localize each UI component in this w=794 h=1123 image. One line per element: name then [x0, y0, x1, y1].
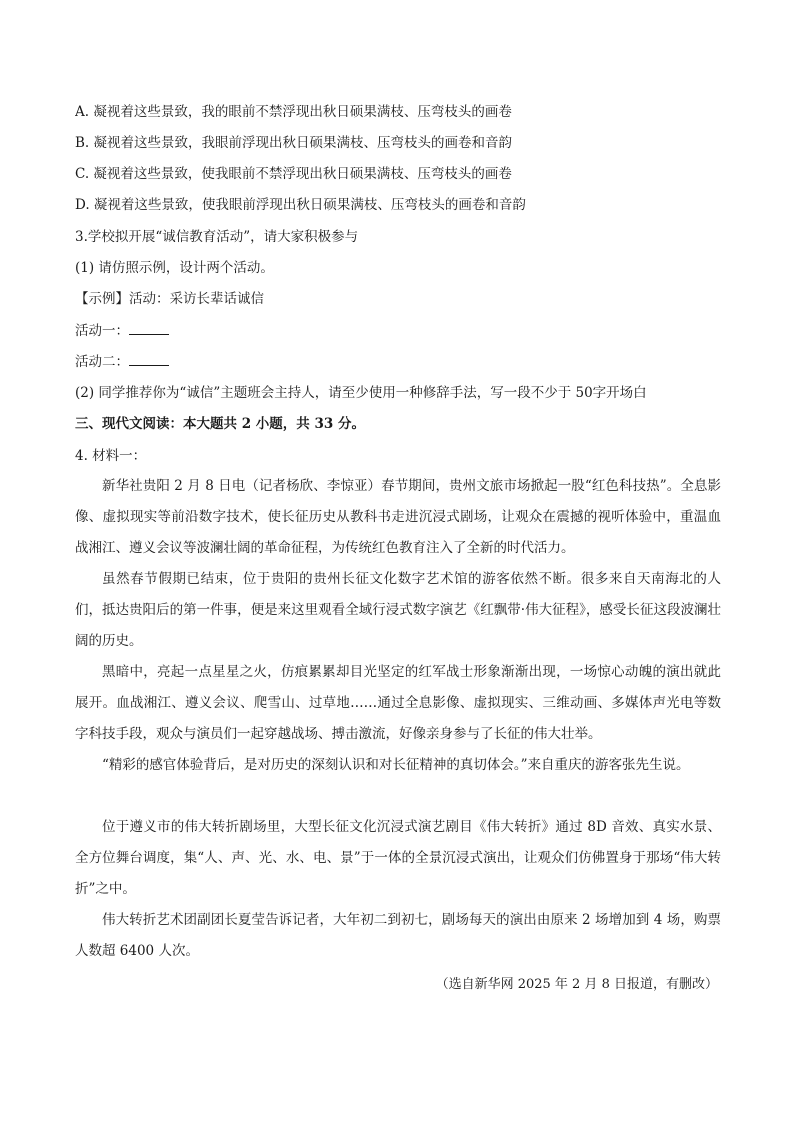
question-3-sub2: (2) 同学推荐你为“诚信”主题班会主持人，请至少使用一种修辞手法，写一段不少于 50字开场白: [75, 385, 647, 401]
activity-2-label: 活动二：: [75, 354, 129, 370]
option-d: D. 凝视着这些景致，使我眼前浮现出秋日硕果满枝、压弯枝头的画卷和音韵: [75, 197, 526, 213]
question-3-stem: 3.学校拟开展“诚信教育活动”，请大家积极参与: [75, 229, 359, 245]
activity-1-label: 活动一：: [75, 323, 129, 339]
material-paragraph: 虽然春节假期已结束，位于贵阳的贵州长征文化数字艺术馆的游客依然不断。很多来自天南海北的人们，抵达贵阳后的第一件事，便是来这里观看全域行浸式数字演艺《红飘带·伟大征程》，感受长征这段波澜壮阔的历史。: [75, 571, 721, 649]
material-paragraph: “精彩的感官体验背后，是对历史的深刻认识和对长征精神的真切体会。”来自重庆的游客张先生说。: [102, 757, 690, 773]
source-citation: （选自新华网 2025 年 2 月 8 日报道，有删改）: [435, 977, 718, 992]
question-4-label: 4. 材料一：: [75, 448, 147, 464]
material-paragraph: 位于遵义市的伟大转折剧场里，大型长征文化沉浸式演艺剧目《伟大转折》通过 8D 音效、真实水景、全方位舞台调度，集“人、声、光、水、电、景”于一体的全景沉浸式演出，让观众们仿佛置身于那场“伟大转折”之中。: [75, 819, 721, 897]
activity-2-blank[interactable]: [129, 353, 169, 366]
material-paragraph: 黑暗中，亮起一点星星之火，仿痕累累却目光坚定的红军战士形象渐渐出现，一场惊心动魄的演出就此展开。血战湘江、遵义会议、爬雪山、过草地……通过全息影像、虚拟现实、三维动画、多媒体声光电等数字科技手段，观众与演员们一起穿越战场、搏击激流，好像亲身参与了长征的伟大壮举。: [75, 664, 721, 742]
material-paragraph: 新华社贵阳 2 月 8 日电（记者杨欣、李惊亚）春节期间，贵州文旅市场掀起一股“红色科技热”。全息影像、虚拟现实等前沿数字技术，使长征历史从教科书走进沉浸式剧场，让观众在震撼的视听体验中，重温血战湘江、遵义会议等波澜壮阔的革命征程，为传统红色教育注入了全新的时代活力。: [75, 478, 721, 556]
material-paragraph: 伟大转折艺术团副团长夏莹告诉记者，大年初二到初七，剧场每天的演出由原来 2 场增加到 4 场，购票人数超 6400 人次。: [75, 912, 721, 959]
option-b: B. 凝视着这些景致，我眼前浮现出秋日硕果满枝、压弯枝头的画卷和音韵: [75, 135, 513, 151]
activity-1-blank[interactable]: [129, 322, 169, 335]
question-3-example: 【示例】活动：采访长辈话诚信: [75, 291, 264, 307]
activity-2-row: [75, 352, 735, 372]
option-c: C. 凝视着这些景致，使我眼前不禁浮现出秋日硕果满枝、压弯枝头的画卷: [75, 166, 512, 182]
activity-1-row: [75, 321, 735, 341]
section-3-heading: 三、现代文阅读：本大题共 2 小题，共 33 分。: [75, 416, 365, 432]
option-a: A. 凝视着这些景致，我的眼前不禁浮现出秋日硕果满枝、压弯枝头的画卷: [75, 104, 512, 120]
question-3-sub1: (1) 请仿照示例，设计两个活动。: [75, 260, 274, 276]
